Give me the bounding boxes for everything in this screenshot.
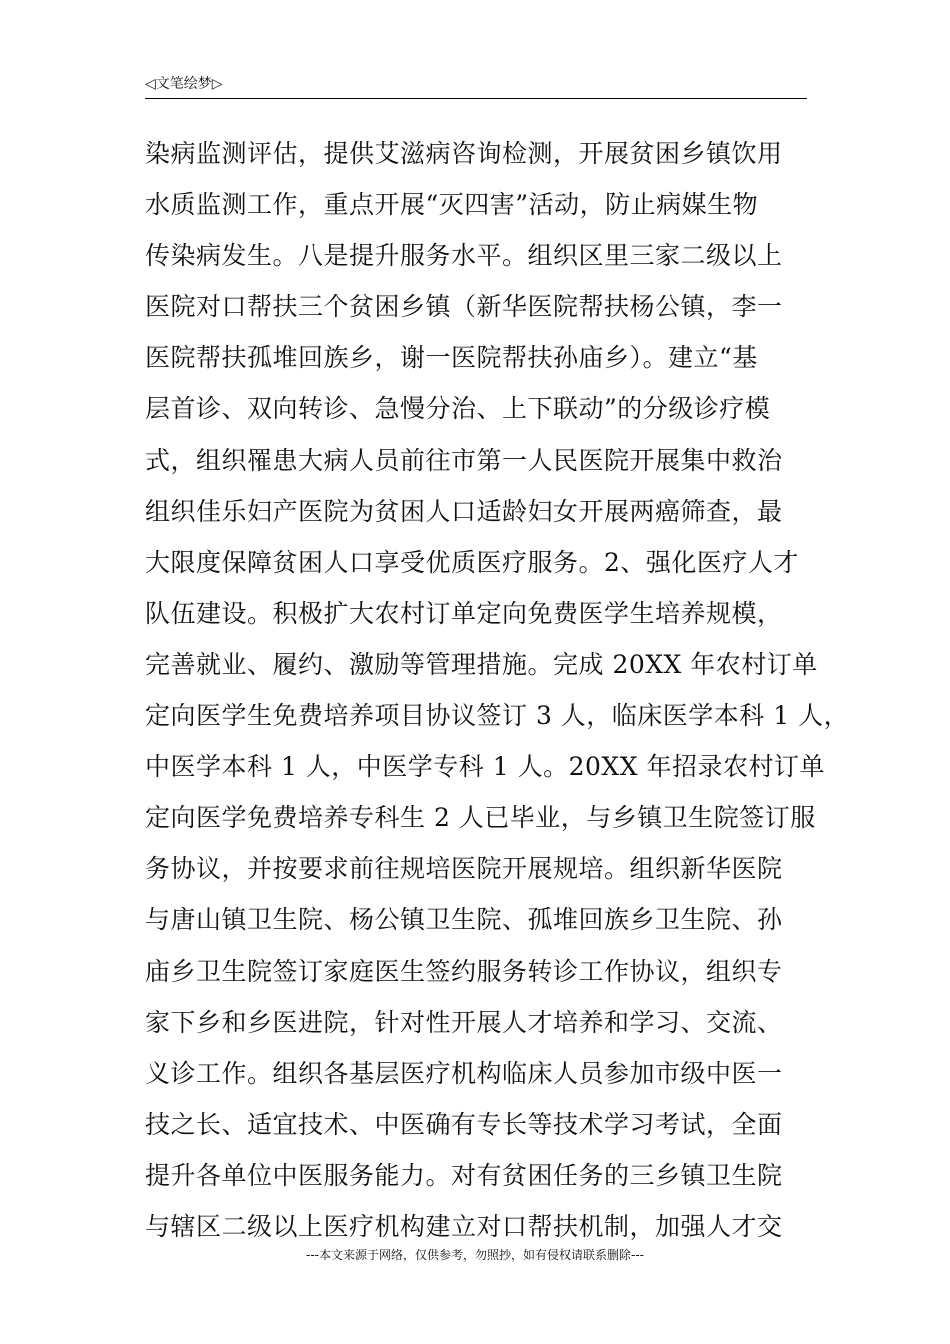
header-title: ◁文笔绘梦▷ [145, 76, 223, 92]
body-line: 提升各单位中医服务能力。对有贫困任务的三乡镇卫生院 [145, 1160, 783, 1190]
body-line: 家下乡和乡医进院，针对性开展人才培养和学习、交流、 [145, 1007, 783, 1037]
body-text [145, 128, 850, 1252]
body-line: 式，组织罹患大病人员前往市第一人民医院开展集中救治 [145, 445, 783, 475]
body-line: 组织佳乐妇产医院为贫困人口适龄妇女开展两癌筛查，最 [145, 496, 783, 526]
body-line: 务协议，并按要求前往规培医院开展规培。组织新华医院 [145, 854, 783, 884]
body-line: 队伍建设。积极扩大农村订单定向免费医学生培养规模， [145, 598, 783, 628]
body-line: 技之长、适宜技术、中医确有专长等技术学习考试，全面 [145, 1109, 783, 1139]
body-line: 定向医学免费培养专科生 2 人已毕业，与乡镇卫生院签订服 [145, 803, 816, 833]
body-line: 中医学本科 1 人，中医学专科 1 人。20XX 年招录农村订单 [145, 752, 825, 782]
page-header [145, 74, 807, 99]
page-footer: ---本文来源于网络，仅供参考，勿照抄，如有侵权请联系删除--- [306, 1248, 644, 1262]
body-line: 染病监测评估，提供艾滋病咨询检测，开展贫困乡镇饮用 [145, 139, 783, 168]
body-line: 完善就业、履约、激励等管理措施。完成 20XX 年农村订单 [145, 649, 818, 679]
body-line: 传染病发生。八是提升服务水平。组织区里三家二级以上 [145, 241, 783, 271]
body-line: 义诊工作。组织各基层医疗机构临床人员参加市级中医一 [145, 1058, 783, 1088]
body-line: 医院帮扶孤堆回族乡，谢一医院帮扶孙庙乡）。建立“基 [145, 343, 758, 373]
body-line: 层首诊、双向转诊、急慢分治、上下联动”的分级诊疗模 [145, 394, 771, 424]
body-line: 水质监测工作，重点开展“灭四害”活动，防止病媒生物 [145, 190, 759, 220]
body-line: 庙乡卫生院签订家庭医生签约服务转诊工作协议，组织专 [145, 956, 783, 986]
body-line: 与辖区二级以上医疗机构建立对口帮扶机制，加强人才交 [145, 1211, 783, 1241]
body-line: 定向医学生免费培养项目协议签订 3 人，临床医学本科 1 人， [145, 701, 850, 731]
body-line: 医院对口帮扶三个贫困乡镇（新华医院帮扶杨公镇，李一 [145, 292, 783, 322]
body-line: 大限度保障贫困人口享受优质医疗服务。2、强化医疗人才 [145, 547, 799, 577]
body-line: 与唐山镇卫生院、杨公镇卫生院、孤堆回族乡卫生院、孙 [145, 905, 783, 935]
